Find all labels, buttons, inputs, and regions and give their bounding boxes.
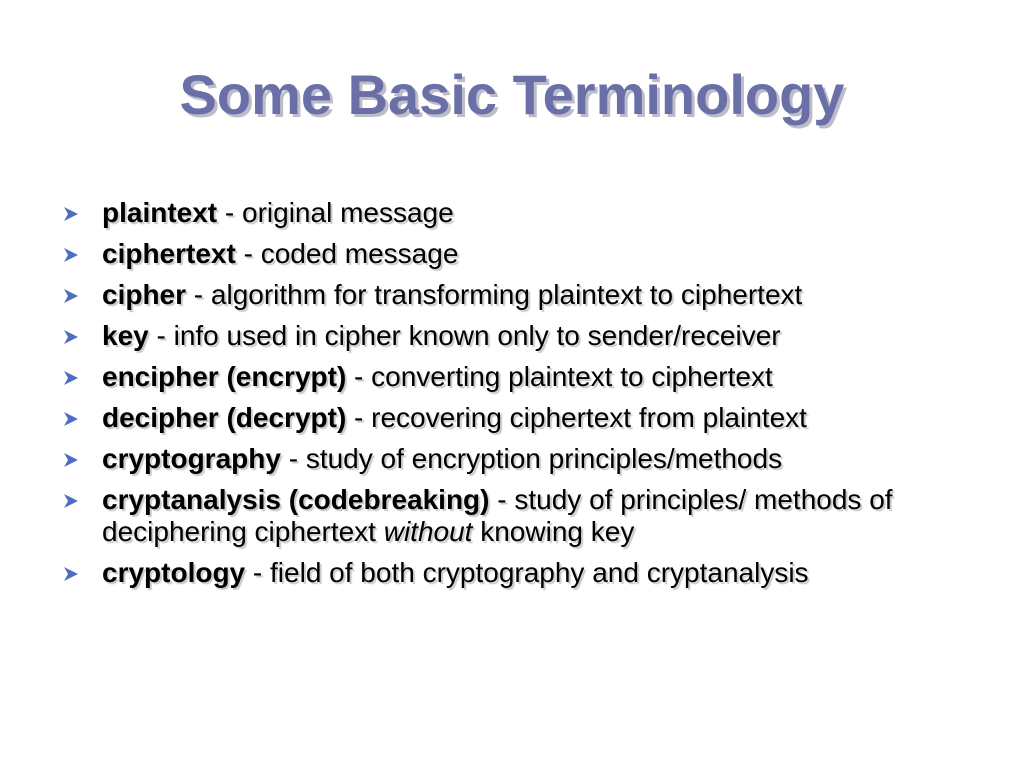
- term-label: cryptanalysis (codebreaking): [102, 484, 490, 515]
- definition-text: - study of principles/ methods of deciphering ciphertext: [102, 484, 893, 547]
- list-item-cryptology: [62, 557, 1002, 589]
- term-label: encipher (encrypt): [102, 361, 347, 392]
- definition-text: - coded message: [235, 238, 459, 269]
- arrowhead-bullet-icon: [62, 246, 80, 264]
- list-item-plaintext: [62, 197, 1002, 229]
- arrowhead-bullet-icon: [62, 328, 80, 346]
- definition-text: - study of encryption principles/methods: [280, 443, 783, 474]
- definition-text: - original message: [217, 197, 454, 228]
- list-item-key: [62, 320, 1002, 352]
- definition-text-after: knowing key: [472, 516, 635, 547]
- definition-text: - info used in cipher known only to sender/receiver: [148, 320, 781, 351]
- list-item-ciphertext: [62, 238, 1002, 270]
- definition-text: - field of both cryptography and cryptanalysis: [245, 557, 809, 588]
- term-label: key: [102, 320, 149, 351]
- slide-title: Some Basic Terminology: [179, 63, 845, 126]
- definition-emphasis: without: [383, 516, 473, 547]
- term-label: cryptology: [102, 557, 246, 588]
- arrowhead-bullet-icon: [62, 451, 80, 469]
- definition-text: - recovering ciphertext from plaintext: [346, 402, 807, 433]
- term-label: decipher (decrypt): [102, 402, 347, 433]
- arrowhead-bullet-icon: [62, 492, 80, 510]
- arrowhead-bullet-icon: [62, 565, 80, 583]
- list-item-decipher: [62, 402, 1002, 434]
- arrowhead-bullet-icon: [62, 287, 80, 305]
- arrowhead-bullet-icon: [62, 410, 80, 428]
- term-label: cryptography: [102, 443, 281, 474]
- term-label: plaintext: [102, 197, 218, 228]
- list-item-cryptography: [62, 443, 1002, 475]
- terminology-list: [62, 197, 1002, 598]
- list-item-encipher: [62, 361, 1002, 393]
- term-label: ciphertext: [102, 238, 236, 269]
- list-item-cryptanalysis: [62, 484, 1002, 548]
- arrowhead-bullet-icon: [62, 205, 80, 223]
- definition-text: - algorithm for transforming plaintext to ciphertext: [186, 279, 803, 310]
- arrowhead-bullet-icon: [62, 369, 80, 387]
- definition-text: - converting plaintext to ciphertext: [346, 361, 773, 392]
- term-label: cipher: [102, 279, 187, 310]
- list-item-cipher: [62, 279, 1002, 311]
